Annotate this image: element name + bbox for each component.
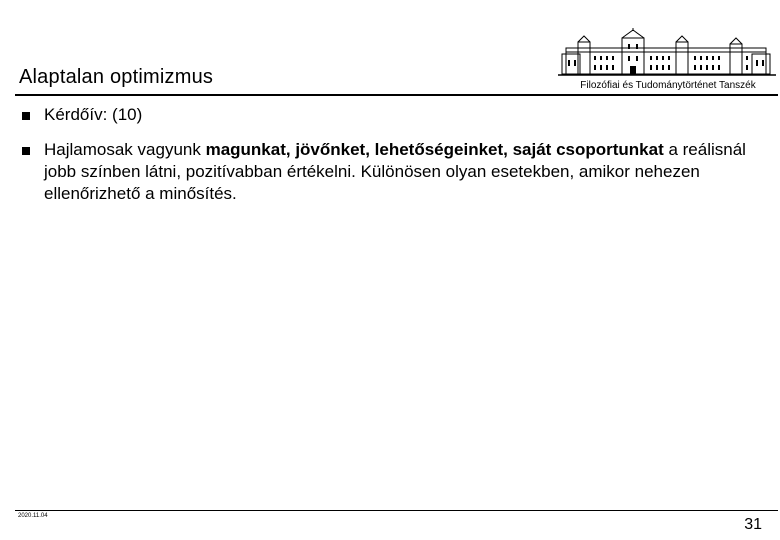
footer-divider: [15, 510, 778, 511]
bullet-square-icon: [22, 147, 30, 155]
bullet-square-icon: [22, 112, 30, 120]
slide-title: Alaptalan optimizmus: [19, 66, 214, 88]
bullet-text: a reálisnál jobb színben látni, pozitívabban értékelni. Különösen olyan esetekben, amikor nehezen ellenőrizhető a minősítés.: [44, 140, 746, 203]
bullet-text: Hajlamosak vagyunk: [44, 140, 206, 159]
bullet-item: [20, 139, 760, 205]
bullet-text: Kérdőív: (10): [44, 105, 143, 124]
university-logo: [558, 28, 776, 98]
title-divider: [15, 94, 778, 96]
logo-caption: Filozófiai és Tudománytörténet Tanszék: [580, 80, 756, 91]
bullet-emphasis: magunkat, jövőnket, lehetőségeinket, saját csoportunkat: [205, 140, 664, 159]
building-drawing-icon: [558, 28, 776, 80]
bullet-item: [20, 104, 760, 126]
page-number: 31: [744, 516, 762, 533]
footer-date: 2020.11.04: [18, 513, 48, 519]
bullet-list: [20, 104, 760, 218]
